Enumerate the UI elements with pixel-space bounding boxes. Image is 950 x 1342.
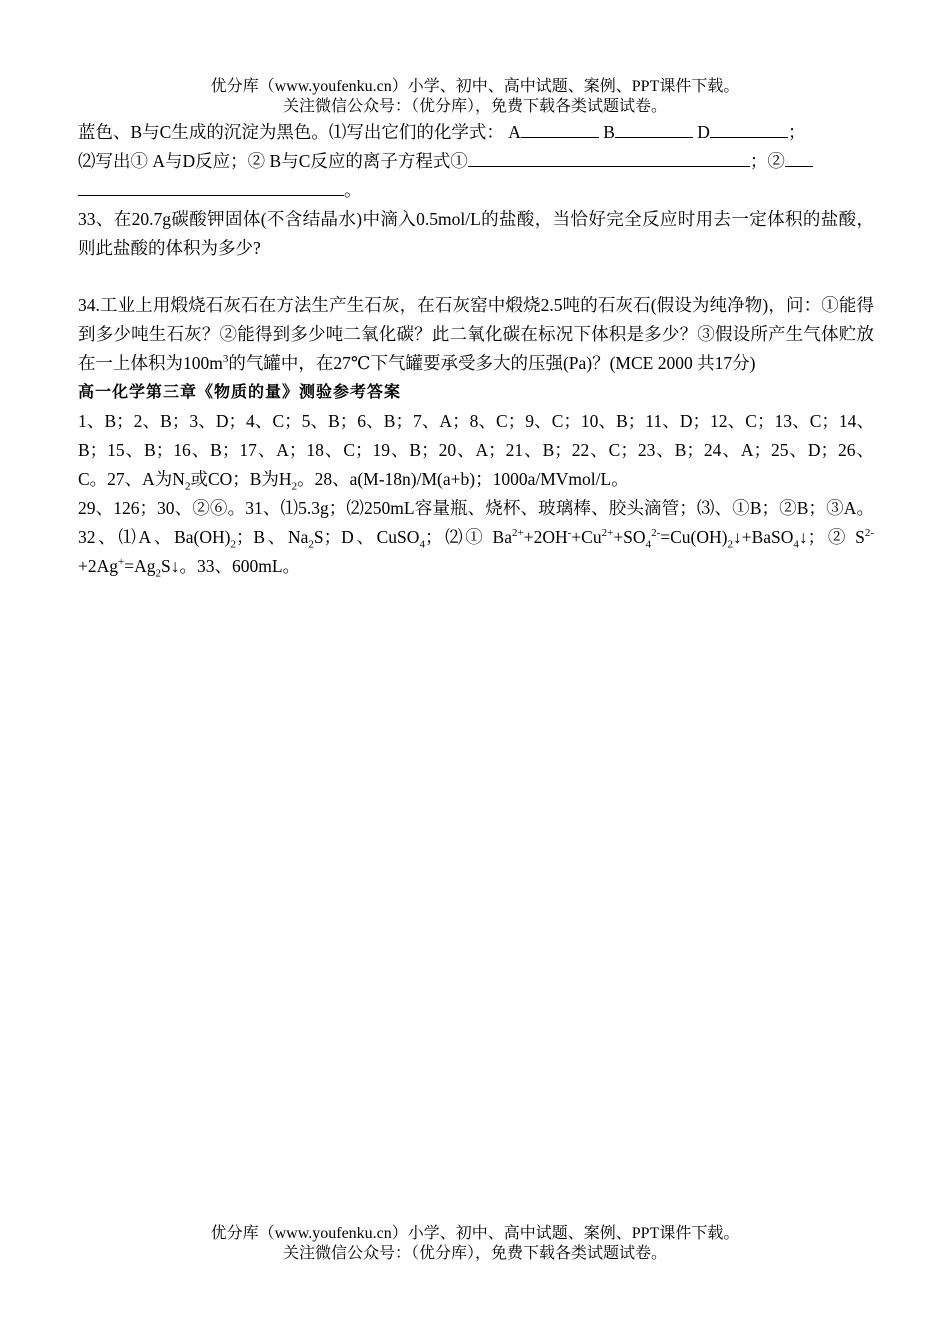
answer-blank-eq2b bbox=[78, 177, 344, 196]
answer-blank-eq1 bbox=[468, 148, 750, 167]
ans2-sup5: 2- bbox=[864, 527, 874, 540]
question-33: 33、在20.7g碳酸钾固体(不含结晶水)中滴入0.5mol/L的盐酸，当恰好完全反应时用去一定体积的盐酸，则此盐酸的体积为多少? bbox=[78, 209, 874, 258]
answer-blank-d bbox=[710, 119, 788, 138]
page-header bbox=[0, 77, 950, 117]
answer-blank-b bbox=[615, 119, 693, 138]
ans2-h: =Cu(OH) bbox=[660, 527, 728, 547]
ans2-sub5: 2 bbox=[727, 538, 733, 551]
ans2-a: 29、126；30、②⑥。31、⑴5.3g；⑵250mL容量瓶、烧杯、玻璃棒、胶头滴管；⑶、①B；②B；③A。32、⑴A、Ba(OH) bbox=[78, 498, 874, 547]
q32-text-d: ； bbox=[787, 122, 806, 142]
document-body bbox=[78, 118, 874, 581]
ans2-sup6: + bbox=[118, 556, 125, 569]
q32-text-e: ⑵写出① A与D反应；② B与C反应的离子方程式① bbox=[78, 151, 468, 171]
q32-text-c: D bbox=[692, 122, 710, 142]
footer-line-2: 关注微信公众号：（优分库），免费下载各类试题试卷。 bbox=[282, 1245, 667, 1262]
answers-paragraph-1 bbox=[78, 407, 874, 494]
ans1-b: 或CO；B为H bbox=[190, 469, 292, 489]
question-34 bbox=[78, 291, 874, 378]
q34-text-b: 的气罐中，在27℃下气罐要承受多大的压强(Pa)？(MCE 2000 共17分) bbox=[228, 353, 756, 373]
ans1-sub2: 2 bbox=[291, 480, 298, 493]
ans2-b: ；B、Na bbox=[235, 527, 309, 547]
answer-blank-eq2a bbox=[785, 148, 813, 167]
ans2-sub6: 4 bbox=[793, 538, 799, 551]
ans2-l: =Ag bbox=[124, 556, 156, 576]
answers-paragraph-2 bbox=[78, 494, 874, 581]
ans1-c: 。28、a(M-18n)/M(a+b)；1000a/MVmol/L。 bbox=[297, 469, 629, 489]
ans2-k: +2Ag bbox=[78, 556, 119, 576]
ans2-sub4: 4 bbox=[645, 538, 652, 551]
ans2-sup4: 2- bbox=[651, 527, 661, 540]
ans2-sub2: 2 bbox=[308, 538, 314, 551]
ans1-a: 1、B；2、B；3、D；4、C；5、B；6、B；7、A；8、C；9、C；10、B；11、D；12、C；13、C；14、B；15、B；16、B；17、A；18、C；19、B；20、A；21、B；22、C；23、B；24、A；25、D；26、C。27、A为N bbox=[78, 411, 874, 489]
ans1-sub1: 2 bbox=[184, 480, 191, 493]
ans2-sub3: 4 bbox=[419, 538, 425, 551]
ans2-g: +SO bbox=[613, 527, 646, 547]
ans2-sub7: 2 bbox=[155, 567, 161, 580]
footer-line-1: 优分库（www.youfenku.cn）小学、初中、高中试题、案例、PPT课件下载。 bbox=[210, 1225, 740, 1242]
q34-text-a: 34.工业上用煅烧石灰石在方法生产生石灰，在石灰窑中煅烧2.5吨的石灰石(假设为纯净物)，问：①能得到多少吨生石灰？②能得到多少吨二氧化碳？此二氧化碳在标况下体积是多少？③假设所产生气体贮放在一上体积为100m bbox=[78, 295, 874, 373]
ans2-sup2: - bbox=[567, 527, 572, 540]
ans2-sup3: 2+ bbox=[601, 527, 614, 540]
ans2-c: S；D、CuSO bbox=[313, 527, 420, 547]
q32-text-b: B bbox=[598, 122, 615, 142]
answers-title: 高一化学第三章《物质的量》测验参考答案 bbox=[78, 384, 402, 401]
q32-text-f: ；② bbox=[749, 151, 785, 171]
ans2-i: ↓+BaSO bbox=[732, 527, 794, 547]
ans2-f: +Cu bbox=[571, 527, 602, 547]
q34-sup: 3 bbox=[222, 353, 229, 366]
page-footer bbox=[0, 1224, 950, 1264]
ans2-j: ↓；② S bbox=[798, 527, 865, 547]
header-line-2: 关注微信公众号：（优分库），免费下载各类试题试卷。 bbox=[282, 98, 667, 115]
ans2-d: ；⑵① Ba bbox=[424, 527, 512, 547]
answer-blank-a bbox=[521, 119, 599, 138]
q32-text-a: 蓝色、B与C生成的沉淀为黑色。⑴写出它们的化学式： A bbox=[78, 122, 521, 142]
ans2-sub1: 2 bbox=[230, 538, 236, 551]
q32-text-g: 。 bbox=[344, 180, 362, 200]
header-line-1: 优分库（www.youfenku.cn）小学、初中、高中试题、案例、PPT课件下载。 bbox=[210, 78, 740, 95]
ans2-sup1: 2+ bbox=[512, 527, 524, 540]
ans2-e: +2OH bbox=[523, 527, 568, 547]
question-32-continued bbox=[78, 118, 874, 205]
ans2-m: S↓。33、600mL。 bbox=[161, 556, 301, 576]
